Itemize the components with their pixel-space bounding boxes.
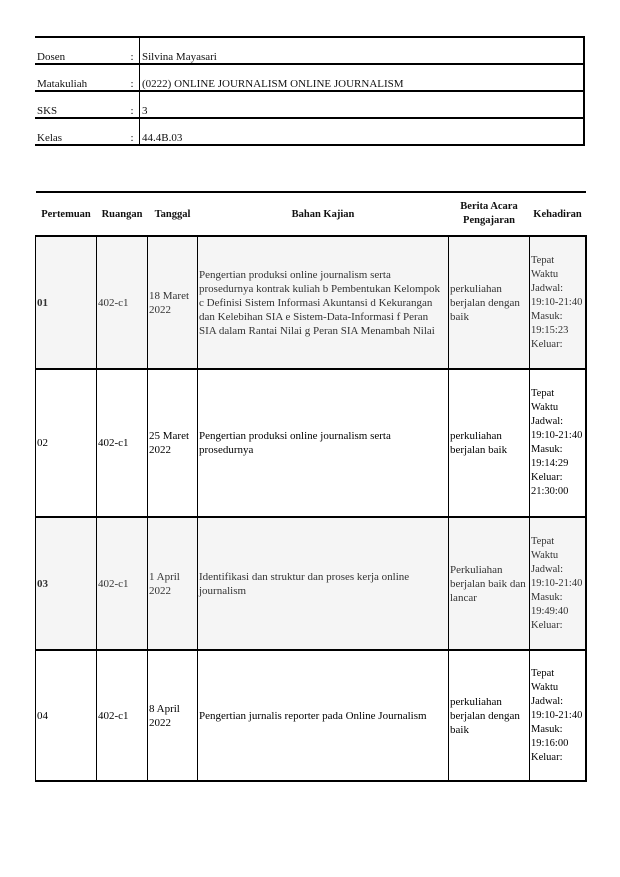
- info-separator: :: [125, 64, 140, 91]
- cell-berita-acara: Perkuliahan berjalan baik dan lancar: [449, 517, 530, 650]
- info-separator: :: [125, 37, 140, 64]
- cell-pertemuan: 04: [36, 650, 97, 781]
- table-row: [36, 517, 586, 650]
- info-label: SKS: [35, 91, 125, 118]
- cell-bahan-kajian: Pengertian produksi online journalism serta prosedurnya kontrak kuliah b Pembentukan Kelompok c Definisi Sistem Informasi Akuntansi d Kekurangan dan Kelebihan SIA e Sistem-Data-Informasi f Peran SIA dalam Rantai Nilai g Peran SIA Menambah Nilai: [198, 236, 449, 369]
- table-row: [36, 369, 586, 517]
- info-value-matakuliah: (0222) ONLINE JOURNALISM ONLINE JOURNALISM: [140, 64, 585, 91]
- info-value-kelas: 44.4B.03: [140, 118, 585, 145]
- cell-tanggal: 1 April 2022: [148, 517, 198, 650]
- cell-kehadiran: Tepat Waktu Jadwal: 19:10-21:40 Masuk: 19:14:29 Keluar: 21:30:00: [530, 369, 586, 517]
- info-label: Matakuliah: [35, 64, 125, 91]
- cell-pertemuan: 02: [36, 369, 97, 517]
- cell-bahan-kajian: Pengertian produksi online journalism serta prosedurnya: [198, 369, 449, 517]
- cell-ruangan: 402-c1: [97, 517, 148, 650]
- info-label: Kelas: [35, 118, 125, 145]
- cell-ruangan: 402-c1: [97, 236, 148, 369]
- header-berita-acara: Berita Acara Pengajaran: [449, 192, 530, 236]
- info-row-dosen: [35, 37, 584, 64]
- header-pertemuan: Pertemuan: [36, 192, 97, 236]
- cell-ruangan: 402-c1: [97, 369, 148, 517]
- header-tanggal: Tanggal: [148, 192, 198, 236]
- attendance-table: [35, 191, 587, 782]
- info-row-matakuliah: [35, 64, 584, 91]
- info-row-sks: [35, 91, 584, 118]
- cell-pertemuan: 01: [36, 236, 97, 369]
- cell-bahan-kajian: Identifikasi dan struktur dan proses kerja online journalism: [198, 517, 449, 650]
- cell-kehadiran: Tepat Waktu Jadwal: 19:10-21:40 Masuk: 19:49:40 Keluar:: [530, 517, 586, 650]
- table-row: [36, 236, 586, 369]
- cell-bahan-kajian: Pengertian jurnalis reporter pada Online Journalism: [198, 650, 449, 781]
- cell-kehadiran: Tepat Waktu Jadwal: 19:10-21:40 Masuk: 19:15:23 Keluar:: [530, 236, 586, 369]
- table-header-row: [36, 192, 586, 236]
- info-value-sks: 3: [140, 91, 585, 118]
- info-separator: :: [125, 118, 140, 145]
- cell-tanggal: 18 Maret 2022: [148, 236, 198, 369]
- info-value-dosen: Silvina Mayasari: [140, 37, 585, 64]
- info-label: Dosen: [35, 37, 125, 64]
- cell-kehadiran: Tepat Waktu Jadwal: 19:10-21:40 Masuk: 19:16:00 Keluar:: [530, 650, 586, 781]
- course-info-table: [35, 36, 585, 146]
- info-separator: :: [125, 91, 140, 118]
- cell-tanggal: 25 Maret 2022: [148, 369, 198, 517]
- cell-pertemuan: 03: [36, 517, 97, 650]
- info-row-kelas: [35, 118, 584, 145]
- cell-tanggal: 8 April 2022: [148, 650, 198, 781]
- table-row: [36, 650, 586, 781]
- header-ruangan: Ruangan: [97, 192, 148, 236]
- cell-berita-acara: perkuliahan berjalan dengan baik: [449, 650, 530, 781]
- cell-ruangan: 402-c1: [97, 650, 148, 781]
- header-bahan-kajian: Bahan Kajian: [198, 192, 449, 236]
- cell-berita-acara: perkuliahan berjalan baik: [449, 369, 530, 517]
- header-kehadiran: Kehadiran: [530, 192, 586, 236]
- cell-berita-acara: perkuliahan berjalan dengan baik: [449, 236, 530, 369]
